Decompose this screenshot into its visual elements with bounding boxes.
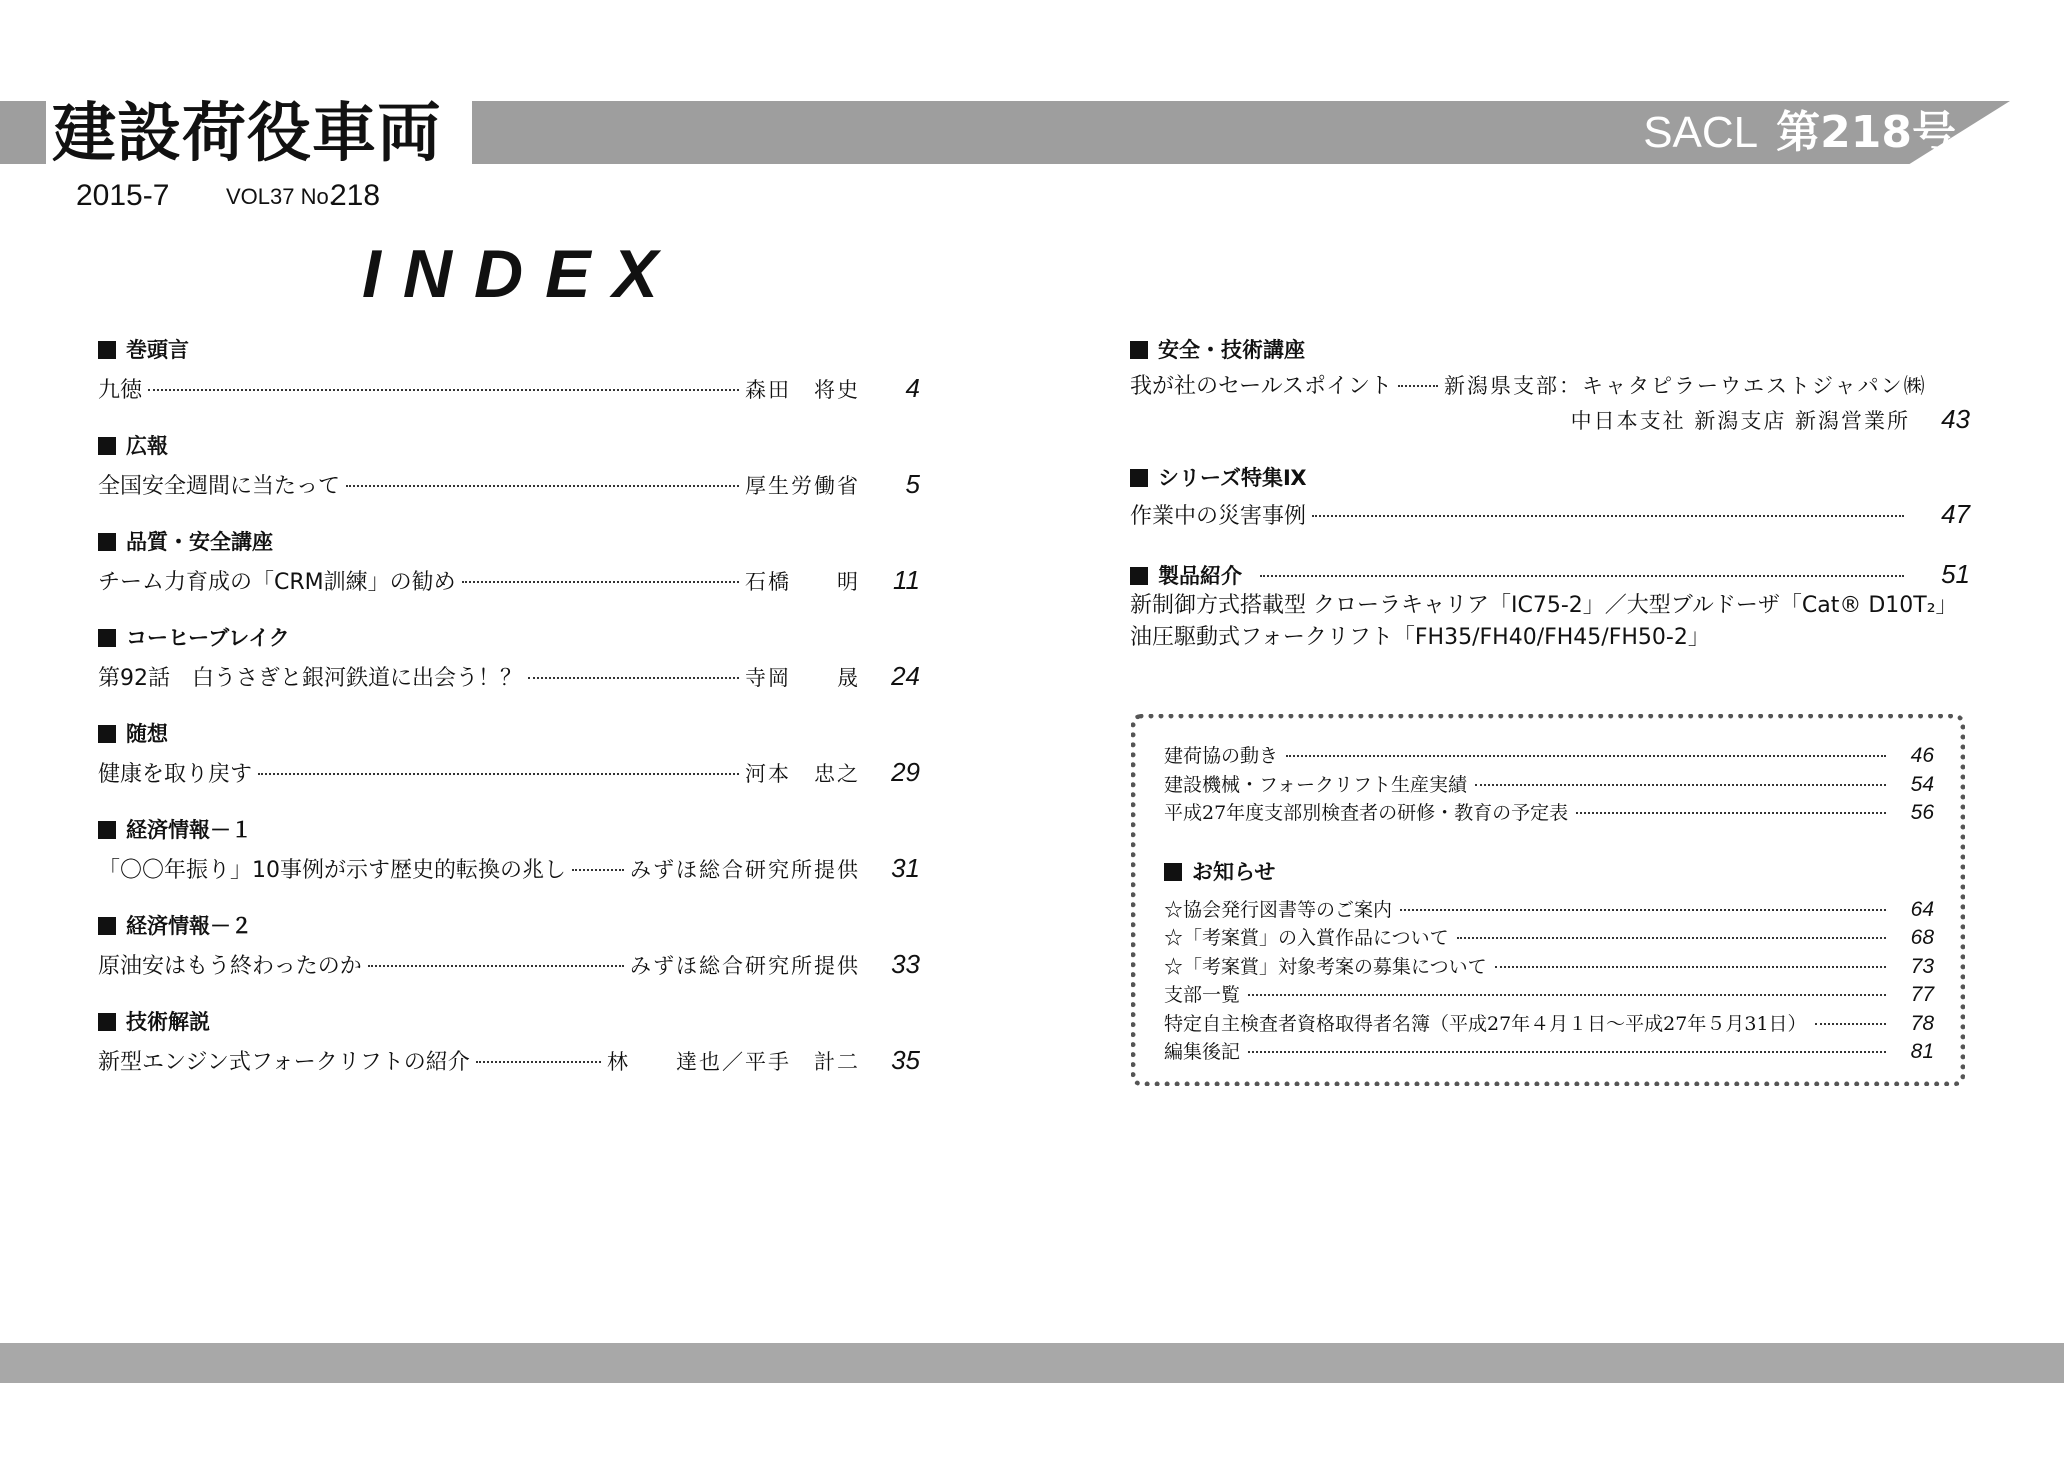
dot-leader [572, 869, 624, 871]
toc-entry[interactable]: 原油安はもう終わったのか みずほ総合研究所提供 33 [98, 949, 920, 979]
toc-entry[interactable]: 製品紹介 51 [1130, 558, 1970, 590]
volume-number: 218 [330, 179, 381, 212]
section-products [1130, 558, 1970, 654]
dot-leader [1248, 994, 1886, 996]
square-bullet-icon [1130, 469, 1148, 487]
toc-entry-continued: 中日本支社 新潟支店 新潟営業所 43 [1570, 404, 1970, 434]
notice-entry[interactable]: 特定自主検査者資格取得者名簿（平成27年４月１日～平成27年５月31日） 78 [1164, 1011, 1934, 1035]
section-essay [98, 720, 920, 791]
toc-entry[interactable]: チーム力育成の「CRM訓練」の勧め 石橋 明 11 [98, 565, 920, 595]
section-heading: 巻頭言 [98, 336, 920, 364]
toc-entry[interactable]: 我が社のセールスポイント 新潟県支部：キャタピラーウエストジャパン㈱ [1130, 374, 1927, 399]
section-heading: コーヒーブレイク [98, 624, 920, 652]
box-entry[interactable]: 建荷協の動き 46 [1164, 744, 1934, 767]
dot-leader [528, 677, 739, 679]
section-safety-tech [1130, 336, 1970, 437]
dot-leader [1286, 755, 1886, 757]
box-entry[interactable]: 平成27年度支部別検査者の研修・教育の予定表 56 [1164, 801, 1934, 824]
square-bullet-icon [1164, 863, 1182, 881]
dot-leader [1815, 1023, 1886, 1025]
dot-leader [476, 1061, 601, 1063]
square-bullet-icon [98, 1013, 116, 1031]
product-line: 新制御方式搭載型 クローラキャリア「IC75-2」／大型ブルドーザ「Cat® D10T₂」 [1130, 593, 1958, 618]
dot-leader [1475, 784, 1886, 786]
section-heading: シリーズ特集Ⅸ [1130, 464, 1970, 492]
square-bullet-icon [98, 917, 116, 935]
section-quality-safety [98, 528, 920, 599]
section-economy-2 [98, 912, 920, 983]
toc-entry[interactable]: 新型エンジン式フォークリフトの紹介 林 達也／平手 計二 35 [98, 1045, 920, 1075]
section-heading: 経済情報－１ [98, 816, 920, 844]
toc-entry[interactable]: 九徳 森田 将史 4 [98, 373, 920, 403]
square-bullet-icon [98, 821, 116, 839]
section-heading: 経済情報－２ [98, 912, 920, 940]
product-line: 油圧駆動式フォークリフト「FH35/FH40/FH45/FH50-2」 [1130, 625, 1710, 650]
section-coffee-break [98, 624, 920, 695]
notice-entry[interactable]: 編集後記 81 [1164, 1040, 1934, 1063]
toc-entry[interactable]: 健康を取り戻す 河本 忠之 29 [98, 757, 920, 787]
square-bullet-icon [98, 341, 116, 359]
index-title: INDEX [362, 236, 680, 312]
section-heading: 広報 [98, 432, 920, 460]
dot-leader [1495, 966, 1886, 968]
dot-leader [1400, 909, 1886, 911]
square-bullet-icon [98, 725, 116, 743]
toc-entry[interactable]: 「〇〇年振り」10事例が示す歴史的転換の兆し みずほ総合研究所提供 31 [98, 853, 920, 883]
box-entry[interactable]: 建設機械・フォークリフト生産実績 54 [1164, 772, 1934, 796]
dot-leader [1260, 575, 1904, 577]
section-economy-1 [98, 816, 920, 887]
square-bullet-icon [1130, 567, 1148, 585]
dot-leader [148, 389, 739, 391]
section-kantogen [98, 336, 920, 407]
toc-entry[interactable]: 第92話 白うさぎと銀河鉄道に出会う！？ 寺岡 晟 24 [98, 661, 920, 691]
publisher-label: SACL [1643, 108, 1759, 157]
dot-leader [1398, 385, 1438, 387]
notice-heading: お知らせ [1164, 858, 1934, 886]
dot-leader [1457, 937, 1886, 939]
square-bullet-icon [1130, 341, 1148, 359]
journal-title: 建設荷役車両 [52, 97, 442, 171]
section-tech-commentary [98, 1008, 920, 1079]
square-bullet-icon [98, 437, 116, 455]
issue-date: 2015-7 [76, 179, 170, 212]
section-heading: 安全・技術講座 [1130, 336, 1970, 364]
dot-leader [462, 581, 739, 583]
section-heading: 随想 [98, 720, 920, 748]
dot-leader [1576, 812, 1886, 814]
notice-entry[interactable]: ☆「考案賞」の入賞作品について 68 [1164, 926, 1934, 949]
section-series [1130, 464, 1970, 533]
dot-leader [258, 773, 739, 775]
section-heading: 技術解説 [98, 1008, 920, 1036]
dot-leader [346, 485, 739, 487]
notice-entry[interactable]: ☆「考案賞」対象考案の募集について 73 [1164, 954, 1934, 978]
footer-band [0, 1343, 2064, 1383]
square-bullet-icon [98, 629, 116, 647]
issue-banner [1643, 108, 1956, 158]
section-heading: 品質・安全講座 [98, 528, 920, 556]
toc-entry[interactable]: 作業中の災害事例 47 [1130, 499, 1970, 529]
section-koho [98, 432, 920, 503]
volume-label: VOL37 No. [226, 184, 335, 209]
square-bullet-icon [98, 533, 116, 551]
notice-box [1164, 742, 1934, 1067]
notice-entry[interactable]: 支部一覧 77 [1164, 983, 1934, 1006]
toc-entry[interactable]: 全国安全週間に当たって 厚生労働省 5 [98, 469, 920, 499]
issue-number: 第218号 [1776, 107, 1956, 158]
dot-leader [368, 965, 624, 967]
dot-leader [1312, 515, 1904, 517]
dot-leader [1248, 1051, 1886, 1053]
notice-entry[interactable]: ☆協会発行図書等のご案内 64 [1164, 897, 1934, 921]
